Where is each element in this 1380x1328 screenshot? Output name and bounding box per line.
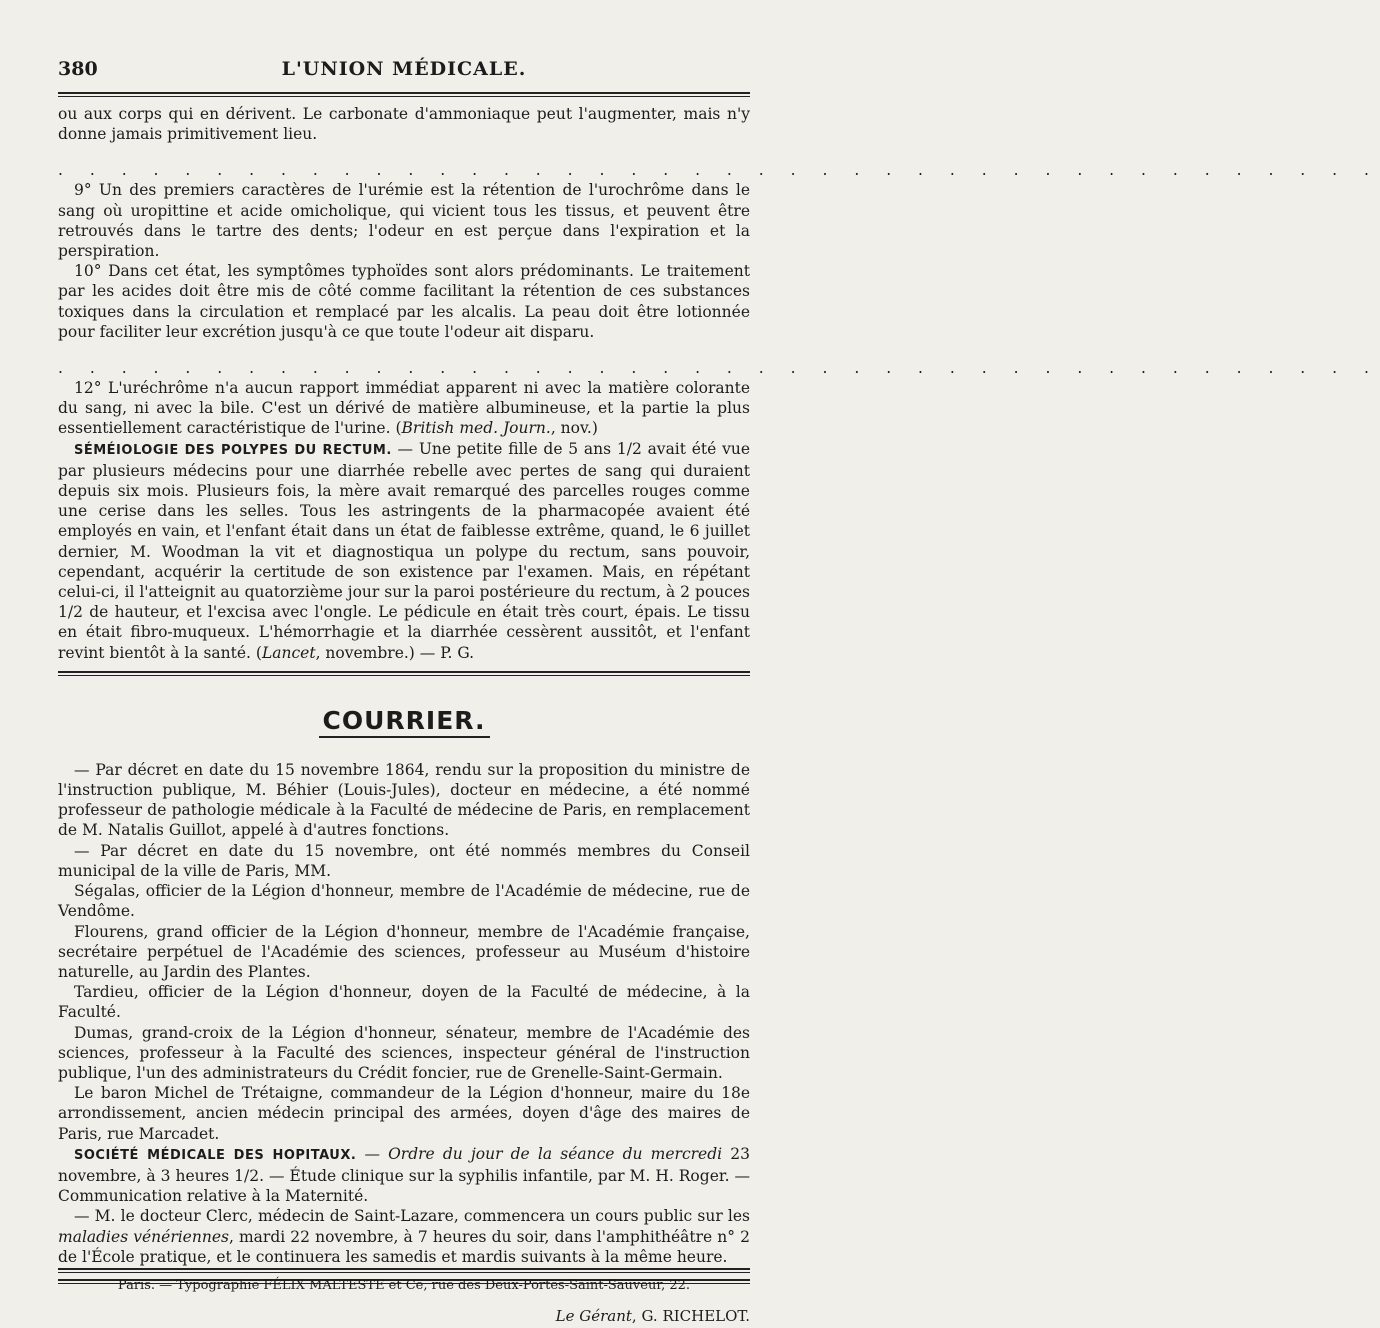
footer-rule (58, 1268, 750, 1273)
page-header (58, 58, 750, 84)
ellipsis-dots-2: . . . . . . . . . . . . . . . . . . . . . . . . . . . . . . . . . . . . . . . . . . (58, 359, 1380, 378)
section-heading: SÉMÉIOLOGIE DES POLYPES DU RECTUM. (74, 442, 392, 458)
source-citation: British med. Journ. (401, 419, 551, 438)
courrier-item-5: Tardieu, officier de la Légion d'honneur, doyen de la Faculté de médecine, à la Faculté. (58, 983, 750, 1022)
paragraph-9: 9° Un des premiers caractères de l'urémie est la rétention de l'urochrôme dans le sang où uropittine et acide omicholique, qui vicient tous les tissus, et peuvent être retrouvés dans le tartre des dents; l'odeur en est perçue dans l'expiration et la perspiration. (58, 181, 750, 261)
courrier-item-9: — M. le docteur Clerc, médecin de Saint-Lazare, commencera un cours public sur les maladies vénériennes, mardi 22 novembre, à 7 heures du soir, dans l'amphithéâtre n° 2 de l'École pratique, et le continuera les samedis et mardis suivants à la même heure. (58, 1207, 750, 1266)
paragraph-continuation: ou aux corps qui en dérivent. Le carbonate d'ammoniaque peut l'augmenter, mais n'y donne jamais primitivement lieu. (58, 105, 750, 144)
section-rule (58, 671, 750, 676)
courrier-heading-wrap (58, 706, 750, 738)
courrier-item-2: — Par décret en date du 15 novembre, ont été nommés membres du Conseil municipal de la ville de Paris, MM. (58, 841, 750, 880)
courrier-heading: COURRIER. (319, 706, 490, 738)
paragraph-10: 10° Dans cet état, les symptômes typhoïdes sont alors prédominants. Le traitement par les acides doit être mis de côté comme facilitant la rétention de ces substances toxiques dans la circulation et remplacé par les alcalis. La peau doit être lotionnée pour faciliter leur excrétion jusqu'à ce que toute l'odeur ait disparu. (58, 262, 750, 341)
paragraph-polypes: SÉMÉIOLOGIE DES POLYPES DU RECTUM. — Une petite fille de 5 ans 1/2 avait été vue par plusieurs médecins pour une diarrhée rebelle avec pertes de sang qui duraient depuis six mois. Plusieurs fois, la mère avait remarqué des parcelles rouges comme une cerise dans les selles. Tous les astringents de la pharmacopée avaient été employés en vain, et l'enfant était dans un état de faiblesse extrême, quand, le 6 juillet dernier, M. Woodman la vit et diagnostiqua un polype du rectum, sans pouvoir, cependant, acquérir la certitude de son existence par l'examen. Mais, en répétant celui-ci, il l'atteignit au quatorzième jour sur la paroi postérieure du rectum, à 2 pouces 1/2 de hauteur, et l'excisa avec l'ongle. Le pédicule en était très court, épais. Le tissu en était fibro-muqueux. L'hémorrhagie et la diarrhée cessèrent aussitôt, et l'enfant revint bientôt à la santé. (Lancet, novembre.) — P. G. (58, 439, 751, 662)
section-heading: SOCIÉTÉ MÉDICALE DES HOPITAUX. (74, 1147, 357, 1163)
courrier-item-7: Le baron Michel de Trétaigne, commandeur de la Légion d'honneur, maire du 18e arrondissement, ancien médecin principal des armées, doyen d'âge des maires de Paris, rue Marcadet. (58, 1084, 750, 1143)
source-citation: Lancet (261, 643, 316, 662)
courrier-item-6: Dumas, grand-croix de la Légion d'honneur, sénateur, membre de l'Académie des sciences, professeur à la Faculté des sciences, inspecteur général de l'instruction publique, l'un des administrateurs du Crédit foncier, rue de Grenelle-Saint-Germain. (58, 1023, 750, 1082)
running-title: L'UNION MÉDICALE. (281, 58, 527, 80)
courrier-item-1: — Par décret en date du 15 novembre 1864, rendu sur la proposition du ministre de l'instruction publique, M. Béhier (Louis-Jules), docteur en médecine, a été nommé professeur de pathologie médicale à la Faculté de médecine de Paris, en remplacement de M. Natalis Guillot, appelé à d'autres fonctions. (58, 760, 750, 840)
ellipsis-dots: . . . . . . . . . . . . . . . . . . . . . . . . . . . . . . . . . . . . . . . . . . (58, 161, 1380, 180)
courrier-item-8: SOCIÉTÉ MÉDICALE DES HOPITAUX. — Ordre du jour de la séance du mercredi 23 novembre, à 3 heures 1/2. — Étude clinique sur la syphilis infantile, par M. H. Roger. — Communication relative à la Maternité. (58, 1144, 750, 1206)
page-number: 380 (58, 58, 98, 80)
header-rule (58, 92, 750, 97)
article-body (58, 104, 1380, 1326)
courrier-item-3: Ségalas, officier de la Légion d'honneur, membre de l'Académie de médecine, rue de Vendôme. (58, 882, 750, 921)
signature: Le Gérant, G. RICHELOT. (555, 1306, 750, 1325)
paragraph-12: 12° L'uréchrôme n'a aucun rapport immédiat apparent ni avec la matière colorante du sang, ni avec la bile. C'est un dérivé de matière albumineuse, et la partie la plus essentiellement caractéristique de l'urine. (British med. Journ., nov.) (58, 379, 750, 438)
printer-imprint: Paris. — Typographie FÉLIX MALTESTE et Ce, rue des Deux-Portes-Saint-Sauveur, 22. (117, 1278, 691, 1293)
courrier-item-4: Flourens, grand officier de la Légion d'honneur, membre de l'Académie française, secrétaire perpétuel de l'Académie des sciences, professeur au Muséum d'histoire naturelle, au Jardin des Plantes. (58, 922, 750, 981)
